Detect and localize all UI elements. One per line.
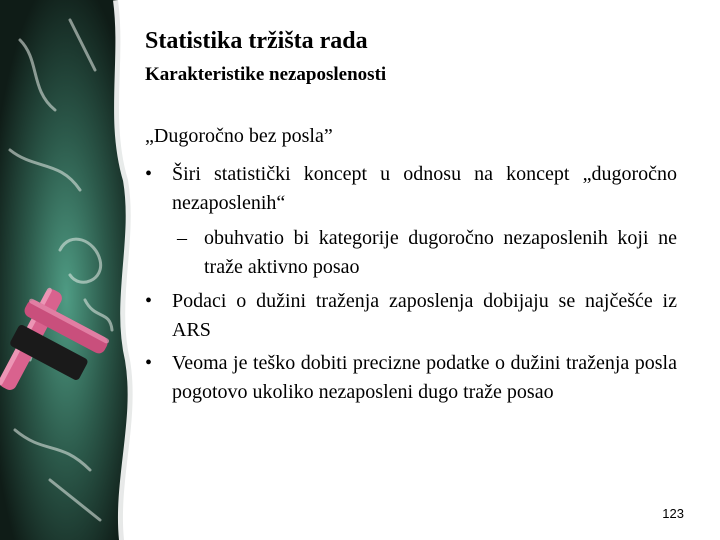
bullet-marker: • (145, 290, 153, 312)
slide-subtitle: Karakteristike nezaposlenosti (145, 64, 387, 85)
bullet-item (145, 287, 677, 345)
page-number: 123 (662, 506, 684, 521)
bullet-text: Širi statistički koncept u odnosu na koncept „dugoročno nezaposlenih“ (172, 163, 677, 214)
bullet-item (145, 349, 677, 407)
slide-content (145, 0, 685, 540)
sub-bullet-text: obuhvatio bi kategorije dugoročno nezaposlenih koji ne traže aktivno posao (204, 227, 677, 278)
bullet-item (145, 160, 677, 218)
section-heading: „Dugoročno bez posla” (145, 125, 333, 147)
bullet-marker: • (145, 352, 153, 374)
chalkboard-decoration (0, 0, 140, 540)
bullet-text: Veoma je teško dobiti precizne podatke o dužini traženja posla pogotovo ukoliko nezaposleni dugo traže posao (172, 352, 677, 403)
bullet-marker: • (145, 163, 153, 185)
sub-bullet-item (177, 224, 677, 282)
sub-bullet-marker: – (177, 227, 187, 249)
slide-title: Statistika tržišta rada (145, 28, 368, 54)
bullet-text: Podaci o dužini traženja zaposlenja dobijaju se najčešće iz ARS (172, 290, 677, 341)
